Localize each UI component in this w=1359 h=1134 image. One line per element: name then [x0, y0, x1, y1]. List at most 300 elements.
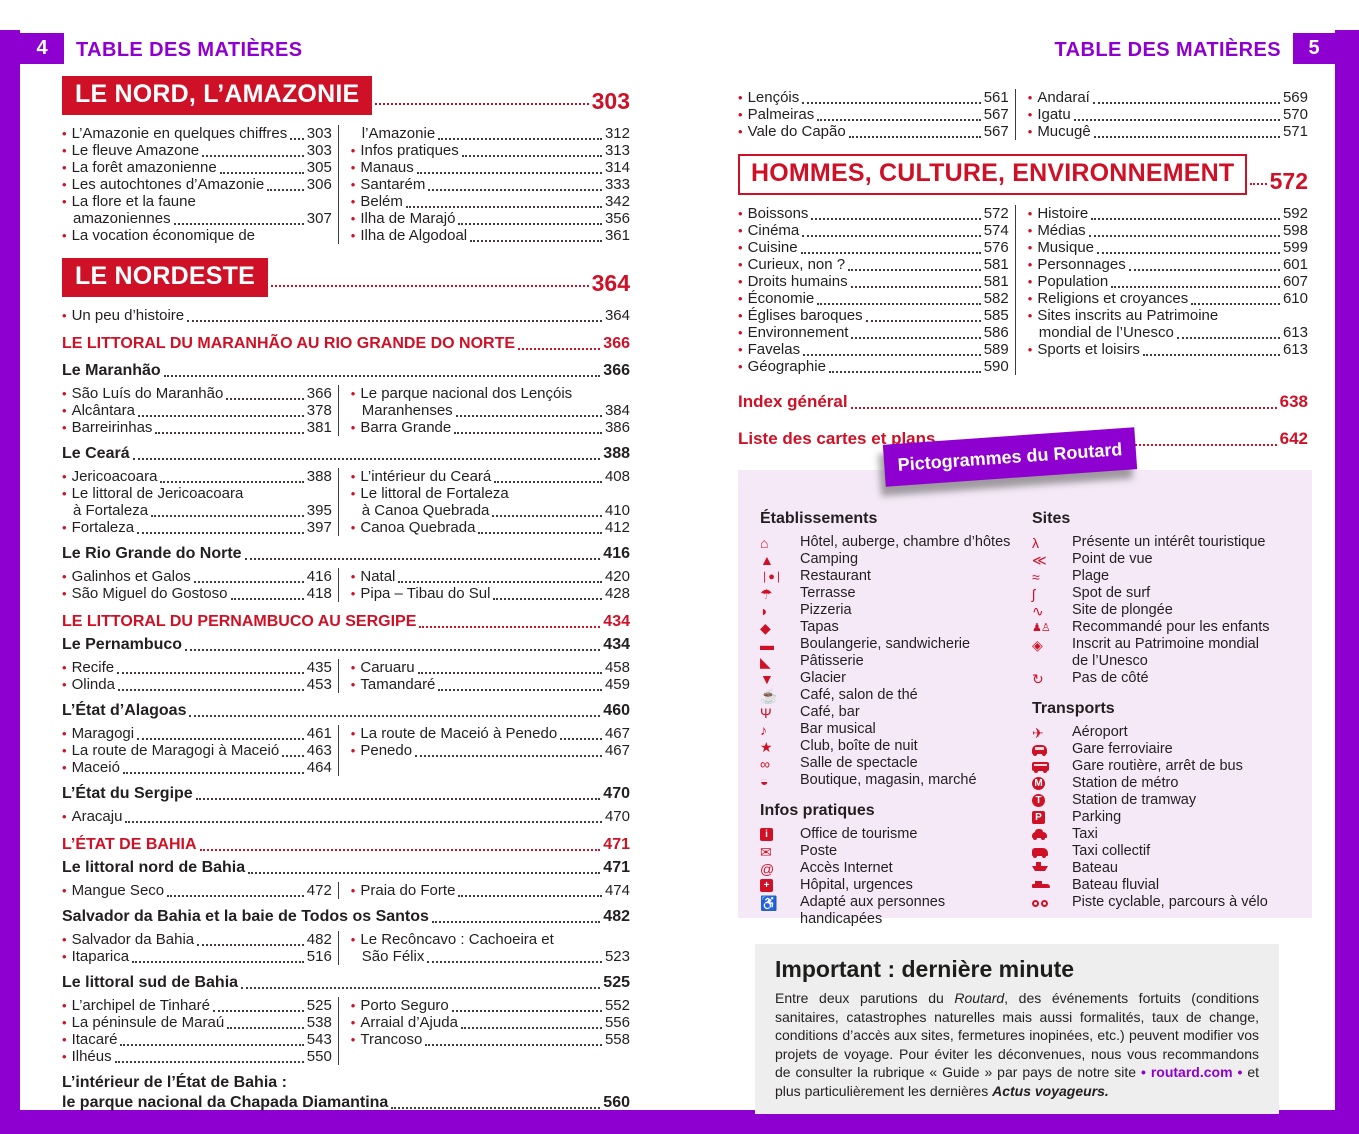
bullet-icon: •	[62, 160, 67, 175]
pictogram-label: Parking	[1072, 809, 1122, 825]
pictogram-label: Spot de surf	[1072, 585, 1151, 601]
page-ref: 453	[306, 676, 332, 693]
toc-two-columns	[62, 725, 630, 776]
bullet-icon: •	[350, 998, 356, 1013]
dot-leader	[164, 375, 601, 377]
cafe-cup-icon: ☕	[760, 687, 778, 704]
toc-entry-label: Le littoral sud de Bahia	[62, 974, 239, 991]
page-ref: 638	[1279, 392, 1308, 411]
page-ref: 599	[1282, 239, 1308, 256]
bullet-icon: •	[738, 342, 743, 357]
toc-entry-label: Personnages	[1037, 256, 1126, 273]
dot-leader	[802, 235, 980, 237]
toc-entry-label: Maceió	[71, 759, 120, 776]
bullet-icon: •	[350, 1015, 356, 1030]
dot-leader	[1074, 119, 1280, 121]
toc-entry	[738, 123, 1009, 140]
toc-entry-label: Cuisine	[747, 239, 798, 256]
toc-entry-label: Cinéma	[747, 222, 800, 239]
surf-spot-icon: ʃ	[1032, 585, 1036, 602]
pictogram-label: Plage	[1072, 568, 1110, 584]
pictogram-item	[760, 687, 1032, 704]
pictogram-label: Recommandé pour les enfants	[1072, 619, 1270, 635]
page-ref: 560	[603, 1094, 630, 1111]
page-ref: 581	[983, 256, 1009, 273]
badge-letter: M	[1032, 777, 1045, 790]
page-ref: 576	[983, 239, 1009, 256]
toc-entry-label: Maranhenses	[361, 402, 453, 419]
toc-entry	[351, 1031, 630, 1048]
dot-leader	[132, 961, 304, 963]
dot-leader	[398, 581, 602, 583]
toc-entry-label: Ilha de Algodoal	[360, 227, 468, 244]
pictogram-label: Présente un intérêt touristique	[1072, 534, 1266, 550]
toc-entry-label: mondial de l’Unesco	[1038, 324, 1174, 341]
section-banner-row	[62, 258, 630, 297]
pictograms-columns	[738, 470, 1312, 928]
toc-two-columns	[62, 931, 630, 965]
bullet-icon: •	[350, 677, 356, 692]
page-ref: 601	[1282, 256, 1308, 273]
pictogram-item	[760, 721, 1032, 738]
pastry-cake-icon: ◣	[760, 653, 771, 670]
page-ref: 550	[306, 1048, 332, 1065]
dot-leader	[271, 285, 589, 287]
kids-recommended-icon: ♟♙	[1032, 621, 1050, 634]
toc-entry	[62, 142, 332, 159]
toc-entry	[62, 227, 332, 244]
page-ref: 428	[604, 585, 630, 602]
bullet-icon: •	[62, 586, 67, 601]
dot-leader	[801, 252, 981, 254]
nightclub-dancer-icon: ★	[760, 738, 773, 755]
toc-entry-label: Population	[1037, 273, 1109, 290]
page-ref: 416	[306, 568, 332, 585]
page-ref: 581	[983, 273, 1009, 290]
toc-entry-label: Itacaré	[71, 1031, 118, 1048]
dot-leader	[802, 102, 980, 104]
dot-leader	[185, 649, 600, 651]
page-ref: 381	[306, 419, 332, 436]
toc-entry-label: Boissons	[747, 205, 809, 222]
bullet-icon: •	[62, 660, 67, 675]
routard-com-link[interactable]: • routard.com •	[1141, 1064, 1243, 1080]
bullet-icon: •	[62, 228, 67, 243]
page-ref: 474	[604, 882, 630, 899]
toc-entry-label: Médias	[1037, 222, 1086, 239]
toc-entry	[1028, 290, 1308, 307]
toc-entry	[1028, 273, 1308, 290]
toc-entry-label: Arraial d’Ajuda	[360, 1014, 458, 1031]
toc-entry	[351, 142, 630, 159]
dot-leader	[202, 155, 304, 157]
toc-entry-label: La forêt amazonienne	[71, 159, 217, 176]
dot-leader	[187, 320, 602, 322]
dot-leader	[189, 715, 600, 717]
page-number-right: 5	[1293, 33, 1335, 64]
page-ref: 613	[1282, 324, 1308, 341]
page-ref: 364	[604, 307, 630, 324]
viewpoint-icon: ≪	[1032, 551, 1047, 568]
dot-leader	[248, 872, 600, 874]
toc-entry-label: Manaus	[360, 159, 414, 176]
bullet-icon: •	[62, 308, 67, 323]
pictogram-label: Inscrit au Patrimoine mondial	[1072, 636, 1259, 652]
pictogram-item	[1032, 670, 1304, 687]
pictogram-item	[760, 704, 1032, 721]
dot-leader	[118, 689, 304, 691]
toc-column-left	[62, 468, 338, 536]
toc-entry	[738, 273, 1009, 290]
dot-leader	[151, 515, 304, 517]
toc-column-left	[62, 882, 338, 899]
dot-leader	[1094, 136, 1280, 138]
pictogram-item	[760, 738, 1032, 755]
page-ref: 589	[983, 341, 1009, 358]
bullet-icon: •	[350, 143, 356, 158]
dot-leader	[438, 138, 602, 140]
toc-entry	[62, 176, 332, 193]
toc-entry	[351, 725, 630, 742]
pictogram-label-continued: handicapées	[800, 911, 883, 927]
dot-leader	[167, 895, 304, 897]
section-banner-row	[738, 154, 1308, 195]
pictogram-label: Terrasse	[800, 585, 856, 601]
bullet-icon: •	[350, 177, 356, 192]
toc-entry-label: Caruaru	[360, 659, 415, 676]
toc-entry-label: L’Amazonie en quelques chiffres	[71, 125, 288, 142]
unesco-heritage-icon: ◈	[1032, 636, 1043, 653]
dot-leader	[829, 371, 981, 373]
dot-leader	[174, 223, 304, 225]
internet-at-icon: @	[760, 860, 775, 877]
toc-entry-label: La flore et la faune	[71, 193, 196, 210]
page-ref: 471	[603, 859, 630, 876]
toc-entry-continued	[351, 502, 630, 519]
dot-leader	[213, 1010, 304, 1012]
dot-leader	[231, 598, 304, 600]
pictogram-label-continued: de l’Unesco	[1072, 653, 1148, 669]
toc-two-columns	[62, 659, 630, 693]
bullet-icon: •	[62, 486, 67, 501]
toc-row	[738, 392, 1308, 412]
dot-leader	[138, 415, 304, 417]
dot-leader	[227, 1027, 304, 1029]
pictogram-item	[1032, 758, 1304, 775]
page-ref: 386	[604, 419, 630, 436]
vehicle-shape	[1032, 866, 1048, 871]
page-ref: 388	[306, 468, 332, 485]
toc-two-columns	[62, 385, 630, 436]
tourist-office-icon	[760, 828, 786, 841]
dot-leader	[458, 895, 602, 897]
page-ref: 569	[1282, 89, 1308, 106]
dot-leader	[849, 136, 981, 138]
dot-leader	[1177, 337, 1280, 339]
toc-row	[62, 545, 630, 563]
dot-leader	[494, 481, 602, 483]
toc-entry-label: à Canoa Quebrada	[361, 502, 490, 519]
dot-leader	[458, 223, 602, 225]
toc-entry-label: São Miguel do Gostoso	[71, 585, 228, 602]
toc-entry-label: Belém	[360, 193, 403, 210]
pictogram-label: Bateau	[1072, 860, 1118, 876]
vehicle-shape	[1032, 762, 1049, 771]
bullet-icon: •	[62, 469, 67, 484]
page-ref: 610	[1282, 290, 1308, 307]
toc-entry-label: Aracaju	[71, 808, 123, 825]
pictograms-ribbon: Pictogrammes du Routard	[883, 427, 1137, 486]
dot-leader	[196, 798, 601, 800]
dot-leader	[1143, 354, 1280, 356]
pictogram-label: Station de tramway	[1072, 792, 1197, 808]
page-ref: 412	[604, 519, 630, 536]
toc-entry	[738, 106, 1009, 123]
toc-entry-label: amazoniennes	[73, 210, 171, 227]
dot-leader	[415, 755, 602, 757]
pictogram-item	[760, 877, 1032, 894]
toc-row	[62, 836, 630, 854]
pictogram-label: Taxi collectif	[1072, 843, 1151, 859]
restaurant-icon: ❘●❘	[760, 570, 783, 583]
page-ref: 590	[983, 358, 1009, 375]
page-ref: 356	[604, 210, 630, 227]
toc-entry-label: L’État d’Alagoas	[62, 702, 187, 719]
toc-entry-label: Pipa – Tibau do Sul	[360, 585, 491, 602]
toc-entry-label: Un peu d’histoire	[71, 307, 185, 324]
pictogram-item	[760, 755, 1032, 772]
pictogram-item	[1032, 551, 1304, 568]
toc-entry-label: São Félix	[361, 948, 425, 965]
toc-row	[62, 908, 630, 926]
dot-leader	[1191, 303, 1280, 305]
toc-entry-label: Droits humains	[747, 273, 848, 290]
bullet-icon: •	[62, 883, 67, 898]
toc-entry-label: LE LITTORAL DU PERNAMBUCO AU SERGIPE	[62, 613, 417, 630]
bullet-icon: •	[1027, 124, 1033, 139]
toc-column-left	[62, 568, 338, 602]
toc-entry-label: Recife	[71, 659, 115, 676]
spectacle-glasses-icon: ∞	[760, 755, 770, 772]
toc-entry-continued	[351, 948, 630, 965]
pictogram-group-title: Infos pratiques	[760, 802, 875, 819]
pictogram-label: Hôpital, urgences	[800, 877, 913, 893]
toc-entry	[62, 419, 332, 436]
toc-row	[62, 335, 630, 353]
toc-entry	[738, 256, 1009, 273]
toc-entry-label: Itaparica	[71, 948, 130, 965]
toc-entry	[351, 568, 630, 585]
page-ref: 303	[306, 142, 332, 159]
toc-two-columns	[738, 205, 1308, 375]
last-minute-title: Important : dernière minute	[775, 956, 1075, 982]
toc-entry	[62, 1031, 332, 1048]
notice-text: Entre deux parutions du	[775, 990, 955, 1006]
dot-leader	[137, 532, 304, 534]
bullet-icon: •	[738, 206, 743, 221]
bullet-icon: •	[1027, 240, 1033, 255]
page-ref: 543	[306, 1031, 332, 1048]
page-ref: 416	[603, 545, 630, 562]
dot-leader	[1129, 269, 1280, 271]
toc-entry-label: Alcântara	[71, 402, 135, 419]
toc-entry-label: à Fortaleza	[73, 502, 149, 519]
bullet-icon: •	[350, 1032, 356, 1047]
toc-entry-label: Andaraí	[1037, 89, 1090, 106]
toc-entry-label: Le littoral de Fortaleza	[360, 485, 509, 502]
page-ref: 472	[306, 882, 332, 899]
vehicle-shape	[1032, 745, 1047, 754]
toc-entry	[351, 468, 630, 485]
ice-cream-icon: ▼	[760, 670, 774, 687]
toc-entry-label: Santarém	[360, 176, 426, 193]
bullet-icon: •	[1027, 90, 1033, 105]
bullet-icon: •	[62, 569, 67, 584]
music-note-icon: ♪	[760, 721, 767, 738]
bullet-icon: •	[62, 143, 67, 158]
dot-leader	[241, 987, 600, 989]
pictogram-label: Station de métro	[1072, 775, 1179, 791]
toc-entry	[62, 568, 332, 585]
pictograms-legend	[738, 470, 1312, 927]
toc-entry	[351, 742, 630, 759]
toc-column-right	[1015, 89, 1308, 140]
dot-leader	[817, 119, 980, 121]
pictogram-item	[1032, 619, 1304, 636]
bullet-icon: •	[62, 1015, 67, 1030]
notice-text: , des événements fortuits (conditions sanitaires, catastrophes naturelles mais aussi formalités, taux de change, conditions d’accès aux sites, fermetures inopinées, etc.) peuvent modifier vos projets de voyage. Pour éviter les déconvenues, nous vous recommandons de consulter la rubrique « Guide » par pays de notre site	[775, 990, 1259, 1080]
pictogram-label: Gare routière, arrêt de bus	[1072, 758, 1243, 774]
pictogram-label: Hôtel, auberge, chambre d’hôtes	[800, 534, 1011, 550]
toc-entry-label: LE LITTORAL DU MARANHÃO AU RIO GRANDE DO NORTE	[62, 335, 516, 352]
toc-two-columns	[62, 125, 630, 244]
dot-leader	[200, 849, 601, 851]
bullet-icon: •	[1027, 274, 1033, 289]
page-ref: 467	[604, 742, 630, 759]
toc-entry-label: Économie	[747, 290, 815, 307]
dot-leader	[438, 689, 602, 691]
toc-entry-label: Le Recôncavo : Cachoeira et	[360, 931, 554, 948]
toc-entry	[351, 659, 630, 676]
page-ref: 305	[306, 159, 332, 176]
toc-entry-label: Index général	[738, 392, 848, 411]
toc-column-right	[338, 468, 630, 536]
pictogram-label: Point de vue	[1072, 551, 1153, 567]
bullet-icon: •	[1027, 223, 1033, 238]
dot-leader	[1089, 235, 1280, 237]
toc-two-columns	[62, 568, 630, 602]
badge-letter: P	[1032, 811, 1045, 824]
toc-entry	[351, 125, 630, 142]
toc-entry	[1028, 239, 1308, 256]
toc-entry-label: Le littoral de Jericoacoara	[71, 485, 244, 502]
toc-row	[62, 1074, 630, 1092]
page-ref: 571	[1282, 123, 1308, 140]
dot-leader	[848, 269, 981, 271]
pictogram-item	[1032, 636, 1304, 653]
page-ref: 471	[603, 836, 630, 853]
toc-entry-label: Tamandaré	[360, 676, 436, 693]
dot-leader	[456, 415, 602, 417]
toc-entry	[62, 997, 332, 1014]
pictogram-label: Aéroport	[1072, 724, 1128, 740]
page-ref: 607	[1282, 273, 1308, 290]
pictogram-item	[760, 551, 1032, 568]
toc-entry-label: São Luís do Maranhão	[71, 385, 224, 402]
bullet-icon: •	[1027, 257, 1033, 272]
toc-entry	[62, 468, 332, 485]
page-ref: 642	[1279, 429, 1308, 448]
bullet-icon: •	[62, 177, 67, 192]
toc-entry	[351, 210, 630, 227]
pictogram-label: Bateau fluvial	[1072, 877, 1160, 893]
toc-entry	[351, 227, 630, 244]
toc-entry-label: La route de Maragogi à Maceió	[71, 742, 280, 759]
pictogram-item	[760, 636, 1032, 653]
page-ref: 410	[604, 502, 630, 519]
pictogram-item	[1032, 602, 1304, 619]
toc-entry-label: Favelas	[747, 341, 801, 358]
toc-entry-label: La route de Maceió à Penedo	[360, 725, 558, 742]
page-ref: 418	[306, 585, 332, 602]
vehicle-shape	[1032, 898, 1048, 907]
toc-row	[62, 785, 630, 803]
toc-entry	[351, 997, 630, 1014]
toc-entry	[738, 324, 1009, 341]
toc-entry-label: Environnement	[747, 324, 849, 341]
toc-entry-label: Sites inscrits au Patrimoine	[1037, 307, 1219, 324]
dot-leader	[123, 772, 304, 774]
train-station-icon	[1032, 745, 1058, 754]
toc-row	[62, 613, 630, 631]
toc-entry-label: l’Amazonie	[361, 125, 436, 142]
page-ref: 306	[306, 176, 332, 193]
dot-leader	[851, 337, 980, 339]
toc-entry-label: Religions et croyances	[1037, 290, 1189, 307]
dot-leader	[452, 1010, 602, 1012]
bar-glass-icon: Ψ	[760, 704, 772, 721]
toc-row	[62, 702, 630, 720]
page-number-left: 4	[20, 33, 64, 64]
toc-entry-label: Le littoral nord de Bahia	[62, 859, 246, 876]
toc-entry	[1028, 106, 1308, 123]
toc-column-right	[338, 385, 630, 436]
toc-entry	[351, 585, 630, 602]
toc-entry	[62, 1014, 332, 1031]
toc-entry	[738, 89, 1009, 106]
page-ref: 567	[983, 106, 1009, 123]
toc-entry-label: L’intérieur de l’État de Bahia :	[62, 1074, 287, 1091]
toc-entry-label: La vocation économique de	[71, 227, 256, 244]
dot-leader	[461, 1027, 602, 1029]
toc-entry-label: Histoire	[1037, 205, 1089, 222]
dot-leader	[115, 1061, 304, 1063]
toc-entry	[1028, 307, 1308, 324]
bullet-icon: •	[62, 403, 67, 418]
toc-entry-label: Sports et loisirs	[1037, 341, 1140, 358]
badge-letter: +	[760, 879, 773, 892]
hotel-icon: ⌂	[760, 534, 769, 551]
dot-leader	[428, 189, 602, 191]
dot-leader	[220, 172, 304, 174]
badge-letter: i	[760, 828, 773, 841]
page-ref: 613	[1282, 341, 1308, 358]
terrace-umbrella-icon: ☂	[760, 585, 773, 602]
toc-entry	[351, 931, 630, 948]
bus-station-icon	[1032, 762, 1058, 771]
toc-entry-label: le parque nacional da Chapada Diamantina	[62, 1094, 389, 1111]
toc-entry	[62, 519, 332, 536]
